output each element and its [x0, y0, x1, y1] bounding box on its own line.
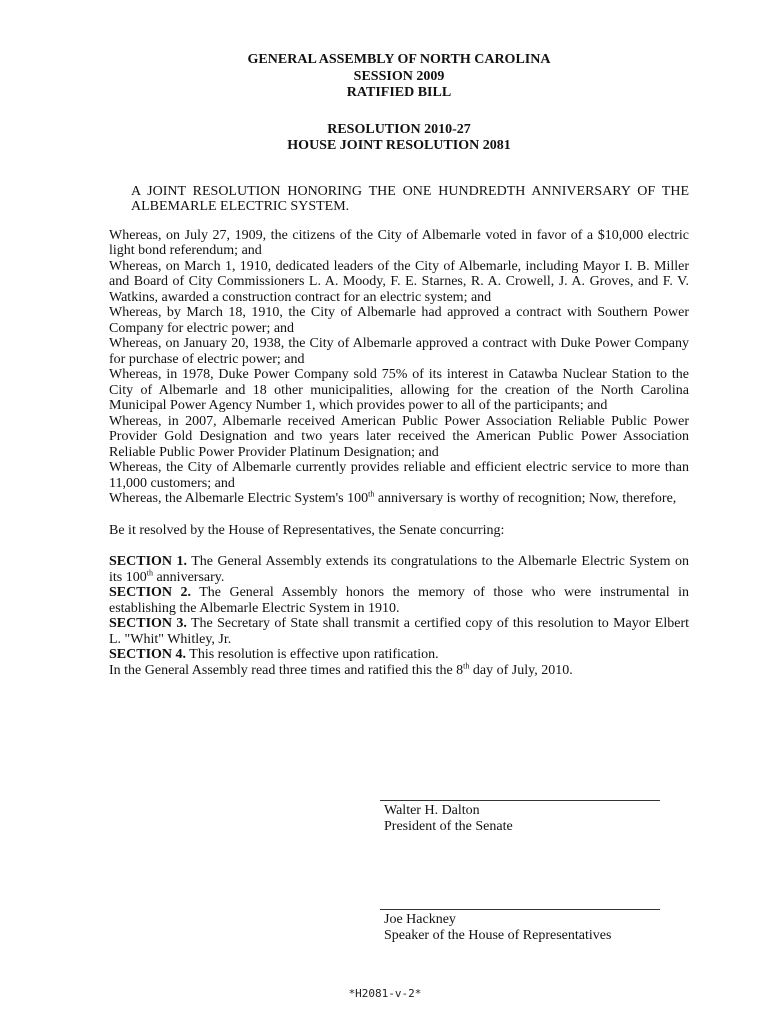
ratification-statement — [109, 660, 689, 679]
ratification-text: In the General Assembly read three times and ratified this the 8 — [109, 662, 464, 678]
sections — [109, 554, 689, 678]
assembly-heading: GENERAL ASSEMBLY OF NORTH CAROLINA — [247, 52, 551, 67]
signer-name: Joe Hackney — [384, 912, 456, 927]
whereas-clause: Whereas, on July 27, 1909, the citizens of the City of Albemarle voted in favor of a $10,000 electric light bond referendum; and — [109, 227, 689, 258]
section-label: SECTION 3. — [109, 616, 187, 631]
resolved-clause: Be it resolved by the House of Representatives, the Senate concurring: — [109, 522, 505, 538]
section-3 — [109, 616, 689, 647]
document-header — [109, 52, 689, 102]
section-text: The Secretary of State shall transmit a certified copy of this resolution to Mayor Elbert L. "Whit" Whitley, Jr. — [109, 616, 689, 647]
session-heading: SESSION 2009 — [353, 68, 445, 84]
section-2 — [109, 585, 689, 616]
whereas-clause-final — [109, 491, 689, 507]
whereas-final-text: Whereas, the Albemarle Electric System's 100 — [109, 491, 369, 506]
house-joint-resolution-number: HOUSE JOINT RESOLUTION 2081 — [287, 138, 511, 153]
resolution-number: RESOLUTION 2010-27 — [327, 121, 471, 137]
section-label: SECTION 2. — [109, 585, 191, 600]
whereas-clause: Whereas, by March 18, 1910, the City of Albemarle had approved a contract with Southern Power Company for electric power; and — [109, 305, 689, 336]
ratification-text-end: day of July, 2010. — [469, 662, 573, 678]
section-text: This resolution is effective upon ratification. — [186, 647, 439, 662]
ordinal-suffix: th — [146, 567, 153, 577]
whereas-clause: Whereas, in 1978, Duke Power Company sold 75% of its interest in Catawba Nuclear Station to the City of Albemarle and 18 other municipalities, allowing for the creation of the North Carolina Municipal Power Agency Number 1, which provides power to all of the participants; and — [109, 367, 689, 413]
signer-name: Walter H. Dalton — [384, 803, 480, 818]
document-barcode-code: *H2081-v-2* — [348, 987, 422, 1000]
section-text: The General Assembly extends its congratulations to the Albemarle Electric System on its 100 — [109, 554, 689, 585]
document-body — [109, 52, 689, 678]
whereas-final-text-end: anniversary is worthy of recognition; Now, therefore, — [374, 491, 677, 506]
section-4 — [109, 647, 689, 663]
section-text: The General Assembly honors the memory of those who were instrumental in establishing the Albemarle Electric System in 1910. — [109, 585, 689, 616]
signature-line — [380, 800, 660, 801]
whereas-clause: Whereas, on January 20, 1938, the City of Albemarle approved a contract with Duke Power Company for purchase of electric power; and — [109, 336, 689, 367]
whereas-clauses — [109, 228, 689, 507]
whereas-clause: Whereas, in 2007, Albemarle received American Public Power Association Reliable Public Power Provider Gold Designation and two years later received the American Public Power Association Reliable Public Power Provider Platinum Designation; and — [109, 413, 689, 460]
signer-title: Speaker of the House of Representatives — [384, 928, 612, 943]
whereas-clause: Whereas, the City of Albemarle currently provides reliable and efficient electric service to more than 11,000 customers; and — [109, 460, 689, 491]
signature-block-house — [380, 909, 660, 944]
section-label: SECTION 4. — [109, 647, 187, 662]
resolution-heading — [109, 122, 689, 155]
resolution-title: A JOINT RESOLUTION HONORING THE ONE HUNDREDTH ANNIVERSARY OF THE ALBEMARLE ELECTRIC SYSTEM. — [131, 183, 689, 214]
ratified-bill-heading: RATIFIED BILL — [346, 85, 452, 100]
whereas-clause: Whereas, on March 1, 1910, dedicated leaders of the City of Albemarle, including Mayor I. B. Miller and Board of City Commissioners L. A. Moody, F. E. Starnes, R. A. Crowell, J. A. Groves, and F. V. Watkins, awarded a construction contract for an electric system; and — [109, 258, 689, 305]
section-text-end: anniversary. — [152, 569, 225, 585]
ordinal-suffix: th — [463, 660, 470, 670]
section-label: SECTION 1. — [109, 554, 187, 569]
section-1 — [109, 554, 689, 585]
ordinal-suffix: th — [368, 489, 375, 499]
signer-title: President of the Senate — [384, 819, 513, 834]
signature-block-senate — [380, 800, 660, 835]
signature-line — [380, 909, 660, 910]
